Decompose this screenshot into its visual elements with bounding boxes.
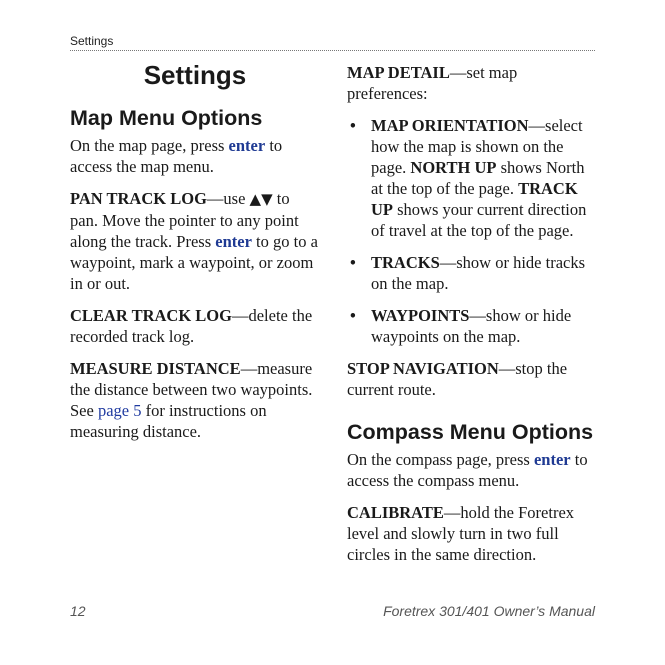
page-5-link[interactable]: page 5: [97, 401, 142, 420]
measure-distance-item: MEASURE DISTANCE—measure the distance between two waypoints. See page 5 for instructions on measuring distance.: [70, 359, 313, 441]
map-detail-item: MAP DETAIL—set map preferences:: [347, 63, 518, 103]
calibrate-item: CALIBRATE—hold the Foretrex level and slowly turn in two full circles in the same direction.: [347, 503, 575, 564]
map-detail-list: [347, 115, 597, 347]
list-item: • TRACKS—show or hide tracks on the map.: [350, 253, 586, 293]
compass-menu-heading: Compass Menu Options: [347, 420, 594, 444]
calibrate-term: CALIBRATE: [347, 503, 444, 522]
stop-navigation-item: STOP NAVIGATION—stop the current route.: [347, 359, 568, 399]
map-orientation-term: MAP ORIENTATION: [371, 116, 529, 135]
tracks-term: TRACKS: [371, 253, 440, 272]
clear-track-log-item: CLEAR TRACK LOG—delete the recorded track log.: [70, 306, 313, 346]
list-item: • WAYPOINTS—show or hide waypoints on the map.: [350, 306, 572, 346]
page-title: Settings: [143, 60, 247, 90]
list-item: • MAP ORIENTATION—select how the map is shown on the page. NORTH UP shows North at the top of the page. TRACK UP shows your current direction of travel at the top of the page.: [350, 116, 587, 240]
bullet-icon: •: [350, 116, 356, 135]
compass-menu-intro: On the compass page, press enter to access the compass menu.: [347, 450, 588, 490]
header-divider: [70, 50, 595, 51]
track-up-term: TRACK UP: [371, 179, 578, 219]
running-head: Settings: [70, 34, 114, 48]
page-number: 12: [70, 603, 86, 619]
right-column: [347, 62, 597, 576]
map-menu-heading: Map Menu Options: [70, 106, 263, 130]
measure-distance-term: MEASURE DISTANCE: [70, 359, 241, 378]
manual-title: Foretrex 301/401 Owner’s Manual: [383, 603, 595, 619]
up-down-arrows-icon: ▲▼: [249, 190, 273, 208]
map-menu-intro: On the map page, press enter to access the map menu.: [70, 136, 283, 176]
left-column: [70, 62, 320, 453]
waypoints-term: WAYPOINTS: [371, 306, 470, 325]
map-detail-term: MAP DETAIL: [347, 63, 450, 82]
enter-key-label: enter: [215, 232, 252, 251]
bullet-icon: •: [350, 306, 356, 325]
enter-key-label: enter: [533, 450, 571, 469]
bullet-icon: •: [350, 253, 356, 272]
pan-track-log-term: PAN TRACK LOG: [70, 189, 207, 208]
clear-track-log-term: CLEAR TRACK LOG: [70, 306, 232, 325]
north-up-term: NORTH UP: [410, 158, 497, 177]
stop-navigation-term: STOP NAVIGATION: [347, 359, 499, 378]
enter-key-label: enter: [228, 136, 266, 155]
pan-track-log-item: PAN TRACK LOG—use ▲▼ to pan. Move the pointer to any point along the track. Press enter to go to a waypoint, mark a waypoint, or zoom in or out.: [70, 189, 318, 293]
